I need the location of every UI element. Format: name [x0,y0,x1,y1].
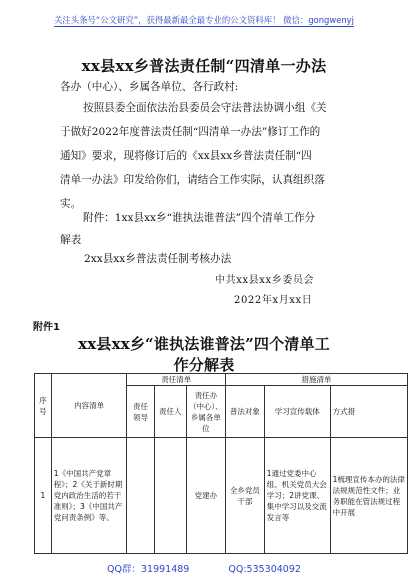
attachments-intro: 附件：1xx县xx乡“谁执法谁普法”四个清单工作分 [83,212,316,224]
header-leader: 责任领导 [127,386,154,438]
row-leader [127,438,154,554]
body-line-4: 清单一办法》印发给你们，请结合工作实际，认真组织落 [60,174,325,186]
footer-qq-group: QQ群：31991489 [107,564,190,575]
footer-contacts [0,561,408,575]
header-seq: 序号 [35,374,52,438]
header-carrier: 学习宣传载体 [264,386,330,438]
body-line-1: 按照县委全面依法治县委员会守法普法协调小组《关 [83,102,327,114]
attachments-intro-cont: 解表 [60,234,82,246]
addressee: 各办（中心）、乡属各单位、各行政村: [60,81,239,93]
document-title: xx县xx乡普法责任制“四清单一办法 [81,57,327,75]
header-method: 方式措 [330,386,407,438]
banner-text: 关注头条号“公文研究”，获得最新最全最专业的公文资料库！ 微信：gongwenyj [54,15,354,25]
header-unit: 责任办（中心）、乡属各单位 [186,386,225,438]
body-line-2: 于做好2022年度普法责任制“四清单一办法”修订工作的 [60,126,321,138]
attachment-2-line: 2xx县xx乡普法责任制考核办法 [84,253,232,265]
table-row [35,438,408,554]
signature-date: 2022年x月xx日 [234,295,313,306]
row-seq: 1 [35,438,52,554]
row-person [154,438,186,554]
row-target: 全乡党员干部 [226,438,265,554]
row-unit: 党建办 [186,438,225,554]
header-content: 内容清单 [51,374,127,438]
header-target: 普法对象 [226,386,265,438]
body-line-5: 实。 [60,198,82,210]
row-content: 1《中国共产党章程》；2《关于新时期党内政治生活的若干准则》；3《中国共产党问责条例》等。 [51,438,127,554]
group-header-measures: 措施清单 [226,374,408,386]
attachment-1-label: 附件1 [33,322,60,333]
signature-org: 中共xx县xx乡委员会 [215,275,315,286]
body-line-3: 通知》要求，现将修订后的《xx县xx乡普法责任制“四 [60,150,312,162]
work-breakdown-table [34,373,408,554]
row-method: 1梳理宣传本办的法律法规规范性文件；业务职能在管法规过程中开展 [330,438,407,554]
attachment-1-title-line1: xx县xx乡“谁执法谁普法”四个清单工 [78,335,330,353]
footer-qq: QQ:535304092 [228,564,301,575]
top-banner [0,0,408,40]
group-header-responsibility: 责任清单 [127,374,226,386]
attachment-1-title-line2: 作分解表 [173,356,235,374]
header-person: 责任人 [154,386,186,438]
row-carrier: 1通过党委中心组、机关党员大会学习；2讲党课、集中学习以及交流发言等 [264,438,330,554]
